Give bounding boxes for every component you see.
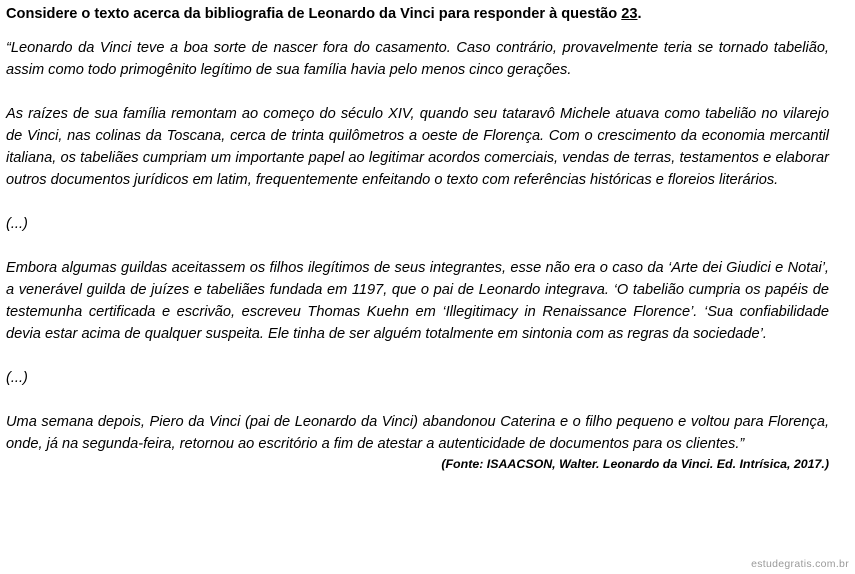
heading-suffix: . xyxy=(637,6,642,22)
ellipsis-2: (...) xyxy=(6,370,28,386)
ellipsis-1: (...) xyxy=(6,216,28,232)
question-heading xyxy=(6,4,829,24)
question-number: 23 xyxy=(621,6,638,22)
paragraph-1: “Leonardo da Vinci teve a boa sorte de nascer fora do casamento. Caso contrário, provavelmente teria se tornado tabelião, assim como todo primogênito legítimo de sua família havia pelo menos cinco gerações. xyxy=(6,40,829,78)
source-citation: (Fonte: ISAACSON, Walter. Leonardo da Vinci. Ed. Intrísica, 2017.) xyxy=(441,457,829,471)
paragraph-2: As raízes de sua família remontam ao começo do século XIV, quando seu tataravô Michele atuava como tabelião no vilarejo de Vinci, nas colinas da Toscana, cerca de trinta quilômetros a oeste de Florença. Com o crescimento da economia mercantil italiana, os tabeliães cumpriam um importante papel ao legitimar acordos comerciais, vendas de terras, testamentos e elaborar outros documentos jurídicos em latim, frequentemente enfeitando o texto com referências históricas e floreios literários. xyxy=(6,106,829,188)
watermark: estudegratis.com.br xyxy=(751,558,849,570)
document-body xyxy=(6,4,829,472)
paragraph-3: Embora algumas guildas aceitassem os filhos ilegítimos de seus integrantes, esse não era o caso da ‘Arte dei Giudici e Notai’, a venerável guilda de juízes e tabeliães fundada em 1197, que o pai de Leonardo integrava. ‘O tabelião cumpria os papéis de testemunha certificada e escrivão, escreveu Thomas Kuehn em ‘Illegitimacy in Renaissance Florence’. ‘Sua confiabilidade devia estar acima de qualquer suspeita. Ele tinha de ser alguém totalmente em sintonia com as regras da sociedade’. xyxy=(6,260,829,342)
heading-text: Considere o texto acerca da bibliografia de Leonardo da Vinci para responder à questão xyxy=(6,6,618,22)
paragraph-4: Uma semana depois, Piero da Vinci (pai de Leonardo da Vinci) abandonou Caterina e o filho pequeno e voltou para Florença, onde, já na segunda-feira, retornou ao escritório a fim de atestar a autenticidade de documentos para os clientes.” xyxy=(6,414,829,452)
